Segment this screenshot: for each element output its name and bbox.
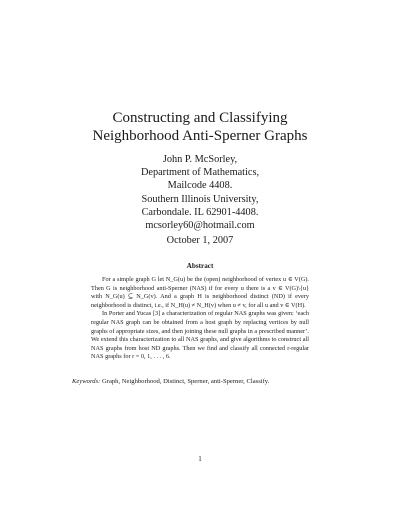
page-number: 1 bbox=[198, 455, 202, 463]
title-line-1: Constructing and Classifying bbox=[112, 110, 288, 126]
abstract-paragraph-2: In Porter and Yucas [3] a characterization of regular NAS graphs was given: ‘each regular NAS graph can be obtained from a host graph by replacing vertices by null graphs of appropriate sizes, and then joining these null graphs in a prescribed manner’. We extend this characterization to all NAS graphs, and give algorithms to construct all NAS graphs from host ND graphs. Then we find and classify all connected r-regular NAS graphs for r = 0, 1, . . . , 6. bbox=[91, 310, 309, 361]
paper-date: October 1, 2007 bbox=[166, 235, 234, 246]
author-department: Department of Mathematics, bbox=[140, 167, 260, 179]
author-university: Southern Illinois University, bbox=[141, 193, 259, 205]
author-block bbox=[60, 153, 340, 232]
abstract-body bbox=[91, 276, 309, 362]
author-mailcode: Mailcode 4408. bbox=[167, 180, 233, 192]
abstract-paragraph-1: For a simple graph G let N_G(u) be the (open) neighborhood of vertex u ∈ V(G). Then G is neighborhood anti-Sperner (NAS) if for every u there is a v ∈ V(G)\{u} with N_G(u) ⊆ N_G(v). And a graph H is neighborhood distinct (ND) if every neighborhood is distinct, i.e., if N_H(u) ≠ N_H(v) when u ≠ v, for all u and v ∈ V(H). bbox=[91, 276, 309, 309]
title-line-2: Neighborhood Anti-Sperner Graphs bbox=[92, 128, 308, 144]
keywords-label: Keywords: bbox=[72, 378, 101, 385]
paper-title bbox=[40, 109, 360, 145]
keywords-text: Graph, Neighborhood, Distinct, Sperner, anti-Sperner, Classify. bbox=[101, 378, 270, 385]
author-address: Carbondale. IL 62901-4408. bbox=[141, 206, 259, 218]
author-name: John P. McSorley, bbox=[162, 154, 238, 165]
keywords bbox=[72, 377, 332, 386]
abstract-heading: Abstract bbox=[186, 262, 214, 270]
author-email: mcsorley60@hotmail.com bbox=[145, 220, 255, 232]
